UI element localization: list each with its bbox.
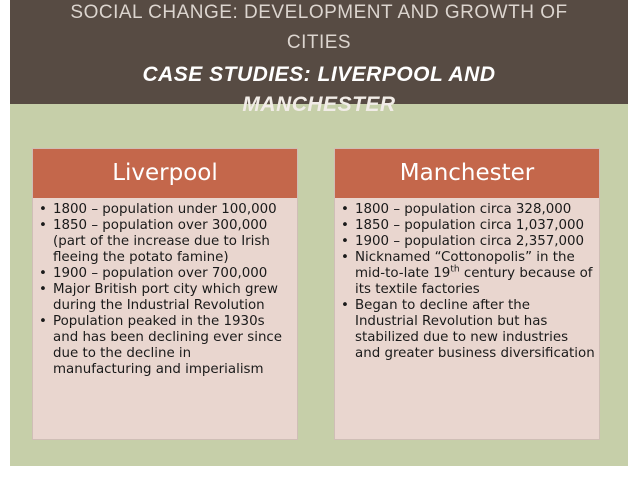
list-item: • 1900 – population over 700,000: [33, 266, 297, 282]
list-item: • 1900 – population circa 2,357,000: [335, 234, 599, 250]
list-item: • 1800 – population circa 328,000: [335, 202, 599, 218]
list-item: • Population peaked in the 1930s and has been declining ever since due to the decline in manufacturing and imperialism: [33, 314, 297, 378]
list-item: • 1800 – population under 100,000: [33, 202, 297, 218]
slide-subtitle-line-2: MANCHESTER: [242, 93, 396, 116]
manchester-heading: Manchester: [335, 149, 599, 198]
liverpool-card: [32, 148, 298, 440]
list-item: [335, 250, 599, 298]
list-item-text: century because of its textile factories: [355, 266, 593, 297]
list-item: • 1850 – population circa 1,037,000: [335, 218, 599, 234]
manchester-list: [335, 202, 599, 362]
liverpool-list: [33, 202, 297, 378]
list-item: • 1850 – population over 300,000 (part of the increase due to Irish fleeing the potato famine): [33, 218, 297, 266]
slide-title-line-2: CITIES: [286, 32, 352, 53]
list-item-text: Nicknamed “Cottonopolis” in the mid-to-late 19: [355, 250, 575, 281]
ordinal-suffix: th: [450, 264, 460, 275]
manchester-card: [334, 148, 600, 440]
list-item: • Began to decline after the Industrial Revolution but has stabilized due to new industries and greater business diversification: [335, 298, 599, 362]
slide-title-line-1: SOCIAL CHANGE: DEVELOPMENT AND GROWTH OF: [70, 2, 568, 23]
liverpool-heading: Liverpool: [33, 149, 297, 198]
list-item: • Major British port city which grew during the Industrial Revolution: [33, 282, 297, 314]
title-banner: [10, 0, 628, 104]
slide-subtitle-line-1: CASE STUDIES: LIVERPOOL AND: [142, 63, 496, 86]
